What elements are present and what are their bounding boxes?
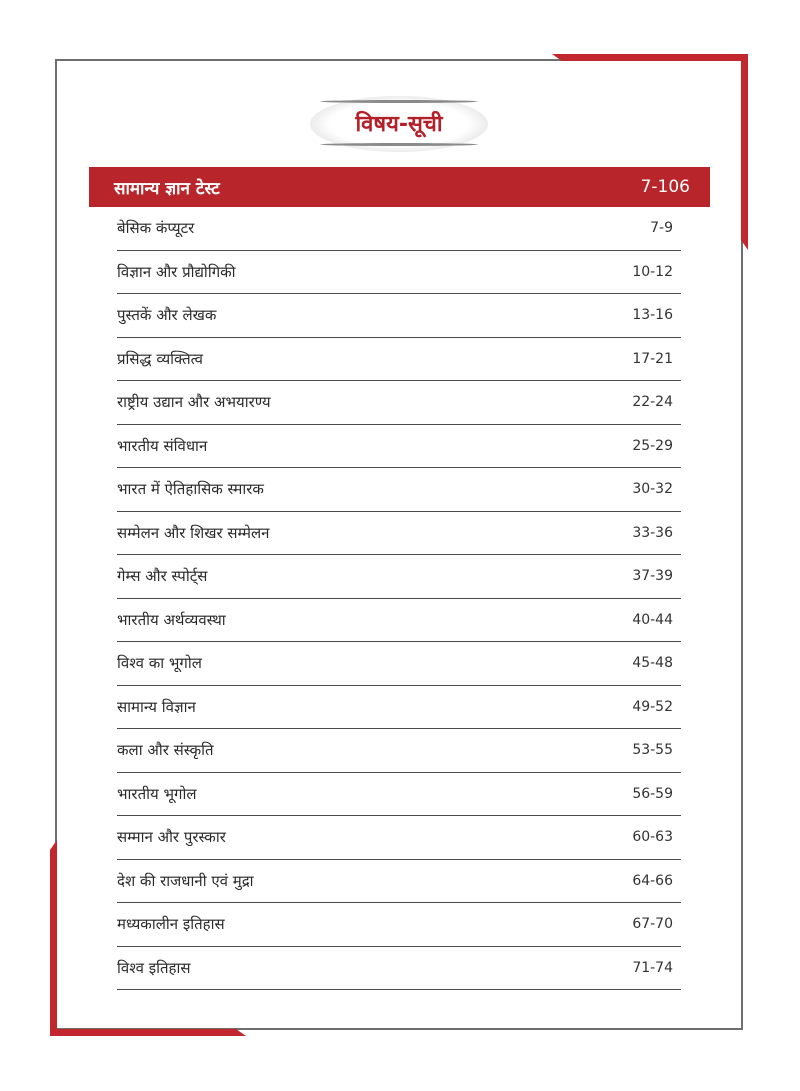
toc-entry-pages: 17-21 bbox=[632, 350, 673, 367]
toc-entry[interactable] bbox=[117, 512, 681, 556]
page-title: विषय-सूची bbox=[355, 112, 443, 137]
toc-entry[interactable] bbox=[117, 599, 681, 643]
toc-entry-pages: 45-48 bbox=[632, 655, 673, 672]
toc-entry-title: भारतीय संविधान bbox=[117, 436, 208, 455]
section-page-range: 7-106 bbox=[640, 177, 690, 197]
toc-entry-pages: 37-39 bbox=[632, 568, 673, 585]
toc-entry-pages: 7-9 bbox=[650, 220, 673, 237]
title-badge bbox=[310, 96, 488, 152]
toc-entry-title: विश्व का भूगोल bbox=[117, 654, 202, 673]
toc-entry-title: मध्यकालीन इतिहास bbox=[117, 915, 225, 934]
toc-entry[interactable] bbox=[117, 207, 681, 251]
toc-entry-title: देश की राजधानी एवं मुद्रा bbox=[117, 871, 254, 890]
toc-entry-pages: 30-32 bbox=[632, 481, 673, 498]
corner-accent-top-right bbox=[552, 54, 748, 61]
toc-entry[interactable] bbox=[117, 468, 681, 512]
toc-entry[interactable] bbox=[117, 729, 681, 773]
section-header bbox=[89, 167, 710, 207]
corner-accent-top-right-vertical bbox=[741, 54, 748, 250]
toc-entry-pages: 56-59 bbox=[632, 785, 673, 802]
toc-entry-title: प्रसिद्ध व्यक्तित्व bbox=[117, 349, 203, 368]
toc-entry-title: भारतीय अर्थव्यवस्था bbox=[117, 610, 226, 629]
toc-entry-title: पुस्तकें और लेखक bbox=[117, 306, 217, 325]
corner-accent-bottom-left bbox=[50, 1029, 246, 1036]
toc-entry[interactable] bbox=[117, 251, 681, 295]
toc-entry-title: विश्व इतिहास bbox=[117, 958, 191, 977]
section-title: सामान्य ज्ञान टेस्ट bbox=[114, 178, 220, 199]
toc-entry-pages: 33-36 bbox=[632, 524, 673, 541]
toc-entry-title: गेम्स और स्पोर्ट्स bbox=[117, 567, 208, 586]
toc-entry[interactable] bbox=[117, 338, 681, 382]
toc-entry-pages: 13-16 bbox=[632, 307, 673, 324]
corner-accent-bottom-left-vertical bbox=[50, 840, 57, 1036]
toc-entry-pages: 40-44 bbox=[632, 611, 673, 628]
toc-entry[interactable] bbox=[117, 903, 681, 947]
toc-entry[interactable] bbox=[117, 381, 681, 425]
toc-entry[interactable] bbox=[117, 860, 681, 904]
title-rule-bottom bbox=[320, 143, 478, 146]
toc-entry-title: विज्ञान और प्रौद्योगिकी bbox=[117, 262, 236, 281]
toc-entry-pages: 60-63 bbox=[632, 829, 673, 846]
toc-entry-pages: 64-66 bbox=[632, 872, 673, 889]
toc-entry-title: सम्मेलन और शिखर सम्मेलन bbox=[117, 523, 270, 542]
toc-entry-pages: 10-12 bbox=[632, 263, 673, 280]
toc-entry-pages: 22-24 bbox=[632, 394, 673, 411]
toc-list bbox=[117, 207, 681, 990]
toc-entry-pages: 71-74 bbox=[632, 959, 673, 976]
toc-entry[interactable] bbox=[117, 294, 681, 338]
toc-entry[interactable] bbox=[117, 686, 681, 730]
toc-entry-title: कला और संस्कृति bbox=[117, 741, 214, 760]
toc-entry-title: सामान्य विज्ञान bbox=[117, 697, 196, 716]
toc-entry-pages: 67-70 bbox=[632, 916, 673, 933]
toc-entry-title: बेसिक कंप्यूटर bbox=[117, 219, 195, 238]
toc-entry[interactable] bbox=[117, 773, 681, 817]
toc-entry-title: सम्मान और पुरस्कार bbox=[117, 828, 226, 847]
toc-entry[interactable] bbox=[117, 425, 681, 469]
toc-entry-pages: 49-52 bbox=[632, 698, 673, 715]
toc-entry[interactable] bbox=[117, 642, 681, 686]
toc-entry[interactable] bbox=[117, 816, 681, 860]
toc-entry[interactable] bbox=[117, 555, 681, 599]
toc-entry-title: भारत में ऐतिहासिक स्मारक bbox=[117, 480, 264, 499]
title-rule-top bbox=[320, 100, 478, 103]
toc-entry[interactable] bbox=[117, 947, 681, 991]
toc-entry-pages: 25-29 bbox=[632, 437, 673, 454]
toc-entry-title: राष्ट्रीय उद्यान और अभयारण्य bbox=[117, 393, 271, 412]
toc-entry-pages: 53-55 bbox=[632, 742, 673, 759]
toc-entry-title: भारतीय भूगोल bbox=[117, 784, 197, 803]
